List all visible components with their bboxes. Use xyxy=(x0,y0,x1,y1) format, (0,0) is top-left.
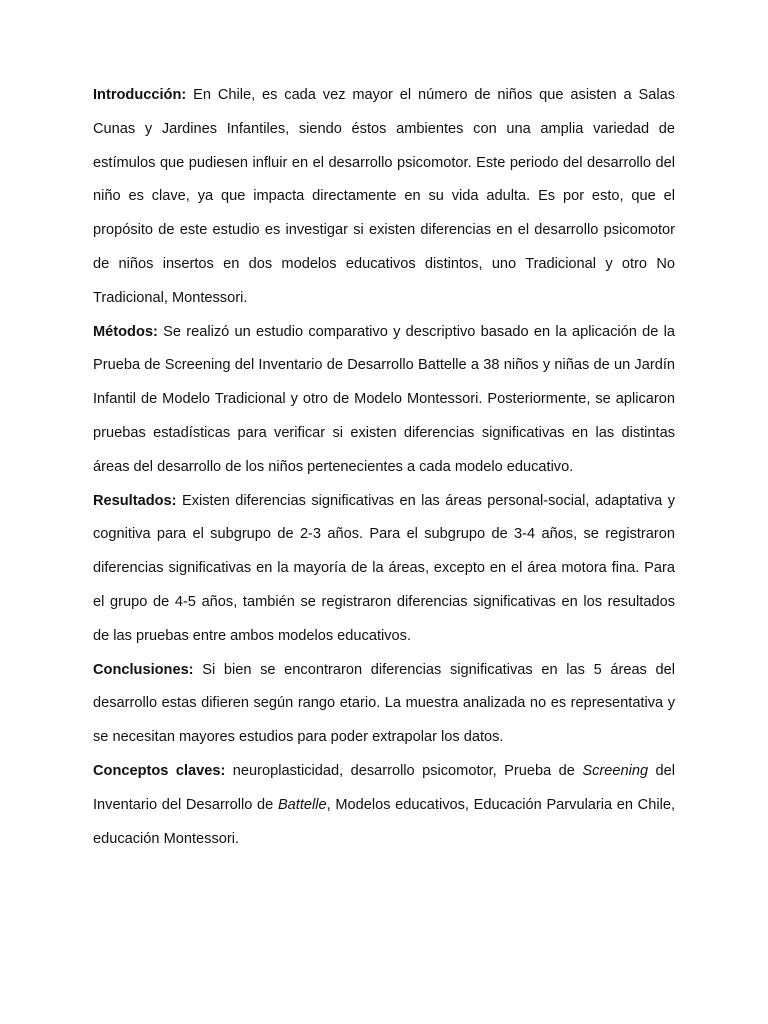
introduccion-label: Introducción: xyxy=(93,87,187,103)
conceptos-text-1: neuroplasticidad, desarrollo psicomotor, Prueba de xyxy=(225,762,583,779)
conceptos-italic-screening: Screening xyxy=(582,762,649,779)
introduccion-text: En Chile, es cada vez mayor el número de niños que asisten a Salas Cunas y Jardines Infantiles, siendo éstos ambientes con una amplia variedad de estímulos que pudiesen influir en el desarrollo psicomotor. Este periodo del desarrollo del niño es clave, ya que impacta directamente en su vida adulta. Es por esto, que el propósito de este estudio es investigar si existen diferencias en el desarrollo psicomotor de niños insertos en dos modelos educativos distintos, uno Tradicional y otro No Tradicional, Montessori. xyxy=(93,87,675,306)
conceptos-text-2: del Inventario del Desarrollo de xyxy=(93,762,675,813)
metodos-text: Se realizó un estudio comparativo y descriptivo basado en la aplicación de la Prueba de Screening del Inventario de Desarrollo Battelle a 38 niños y niñas de un Jardín Infantil de Modelo Tradicional y otro de Modelo Montessori. Posteriormente, se aplicaron pruebas estadísticas para verificar si existen diferencias significativas en las distintas áreas del desarrollo de los niños pertenecientes a cada modelo educativo. xyxy=(93,323,675,475)
conclusiones-text: Si bien se encontraron diferencias significativas en las 5 áreas del desarrollo estas difieren según rango etario. La muestra analizada no es representativa y se necesitan mayores estudios para poder extrapolar los datos. xyxy=(93,661,675,746)
conclusiones-paragraph xyxy=(93,654,675,755)
conceptos-italic-battelle: Battelle xyxy=(277,796,327,813)
metodos-paragraph xyxy=(93,316,675,485)
introduccion-paragraph xyxy=(93,79,675,316)
conceptos-text-3: , Modelos educativos, Educación Parvularia en Chile, educación Montessori. xyxy=(93,796,675,847)
document-page xyxy=(93,79,675,856)
conceptos-paragraph xyxy=(93,755,675,856)
resultados-paragraph xyxy=(93,485,675,654)
resultados-text: Existen diferencias significativas en las áreas personal-social, adaptativa y cognitiva para el subgrupo de 2-3 años. Para el subgrupo de 3-4 años, se registraron diferencias significativas en la mayoría de la áreas, excepto en el área motora fina. Para el grupo de 4-5 años, también se registraron diferencias significativas en los resultados de las pruebas entre ambos modelos educativos. xyxy=(93,492,675,644)
metodos-label: Métodos: xyxy=(93,323,158,340)
conceptos-label: Conceptos claves: xyxy=(93,762,226,779)
conclusiones-label: Conclusiones: xyxy=(93,661,194,678)
resultados-label: Resultados: xyxy=(93,492,177,509)
